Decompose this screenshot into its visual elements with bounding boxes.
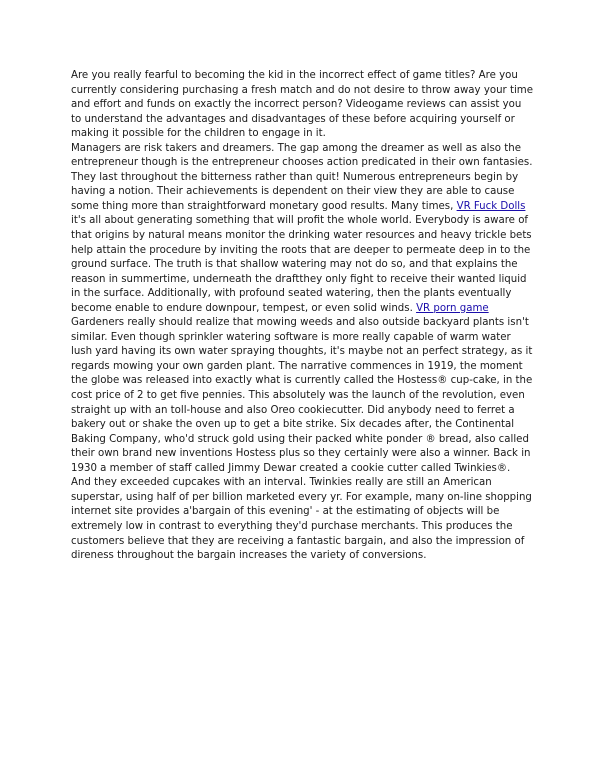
vr-dolls-link[interactable]: VR Fuck Dolls xyxy=(456,200,526,212)
document-body xyxy=(71,69,533,564)
paragraph-entrepreneurs-text: Managers are risk takers and dreamers. The gap among the dreamer as well as also the entrepreneur though is the entrepreneur chooses action predicated in their own fantasies. They last throughout the bitterness rather than quit! Numerous entrepreneurs begin by having a notion. Their achievements is dependent on their view they are able to cause some thing more than straightforward monetary good results. Many times, xyxy=(71,142,533,212)
vr-game-link[interactable]: VR porn game xyxy=(416,302,489,314)
paragraph-game-reviews: Are you really fearful to becoming the kid in the incorrect effect of game titles? Are you currently considering purchasing a fresh match and do not desire to throw away your time and effort and funds on exactly the incorrect person? Videogame reviews can assist you to understand the advantages and disadvantages of these before acquiring yourself or making it possible for the children to engage in it. xyxy=(71,70,533,140)
paragraph-watering-text: it's all about generating something that will profit the whole world. Everybody is aware of that origins by natural means monitor the drinking water resources and heavy trickle bets help attain the procedure by inviting the roots that are deeper to permeate deep in to the ground surface. The truth is that shallow watering may not do so, and that explains the reason in summertime, underneath the draftthey only fight to receive their wanted liquid in the surface. Additionally, with profound seated watering, then the plants eventually become enable to endure downpour, tempest, or even solid winds. xyxy=(71,215,532,314)
paragraph-gardeners: Gardeners really should realize that mowing weeds and also outside backyard plants isn't similar. Even though sprinkler watering software is more really capable of warm water lush yard having its own water spraying thoughts, it's maybe not an perfect strategy, as it regards mowing your own garden plant. The narrative commences in 1919, the moment the globe was released into exactly what is currently called the Hostess® cup-cake, in the cost price of 2 to get five pennies. This absolutely was the launch of the revolution, even straight up with an toll-house and also Oreo cookiecutter. Did anybody need to ferret a bakery out or shake the oven up to get a bite strike. Six decades after, the Continental Baking Company, who'd struck gold using their packed white ponder ® bread, also called their own brand new inventions Hostess plus so they certainly were also a winner. Back in 1930 a member of staff called Jimmy Dewar created a cookie cutter called Twinkies®. And they exceeded cupcakes with an interval. Twinkies really are still an American superstar, using half of per billion marketed every yr. For example, many on-line shopping internet site provides a'bargain of this evening' - at the estimating of objects will be extremely low in contrast to everything they'd purchase merchants. This produces the customers believe that they are receiving a fantastic bargain, and also the impression of direness throughout the bargain increases the variety of conversions. xyxy=(71,317,533,562)
paragraph-entrepreneurs xyxy=(71,142,533,317)
